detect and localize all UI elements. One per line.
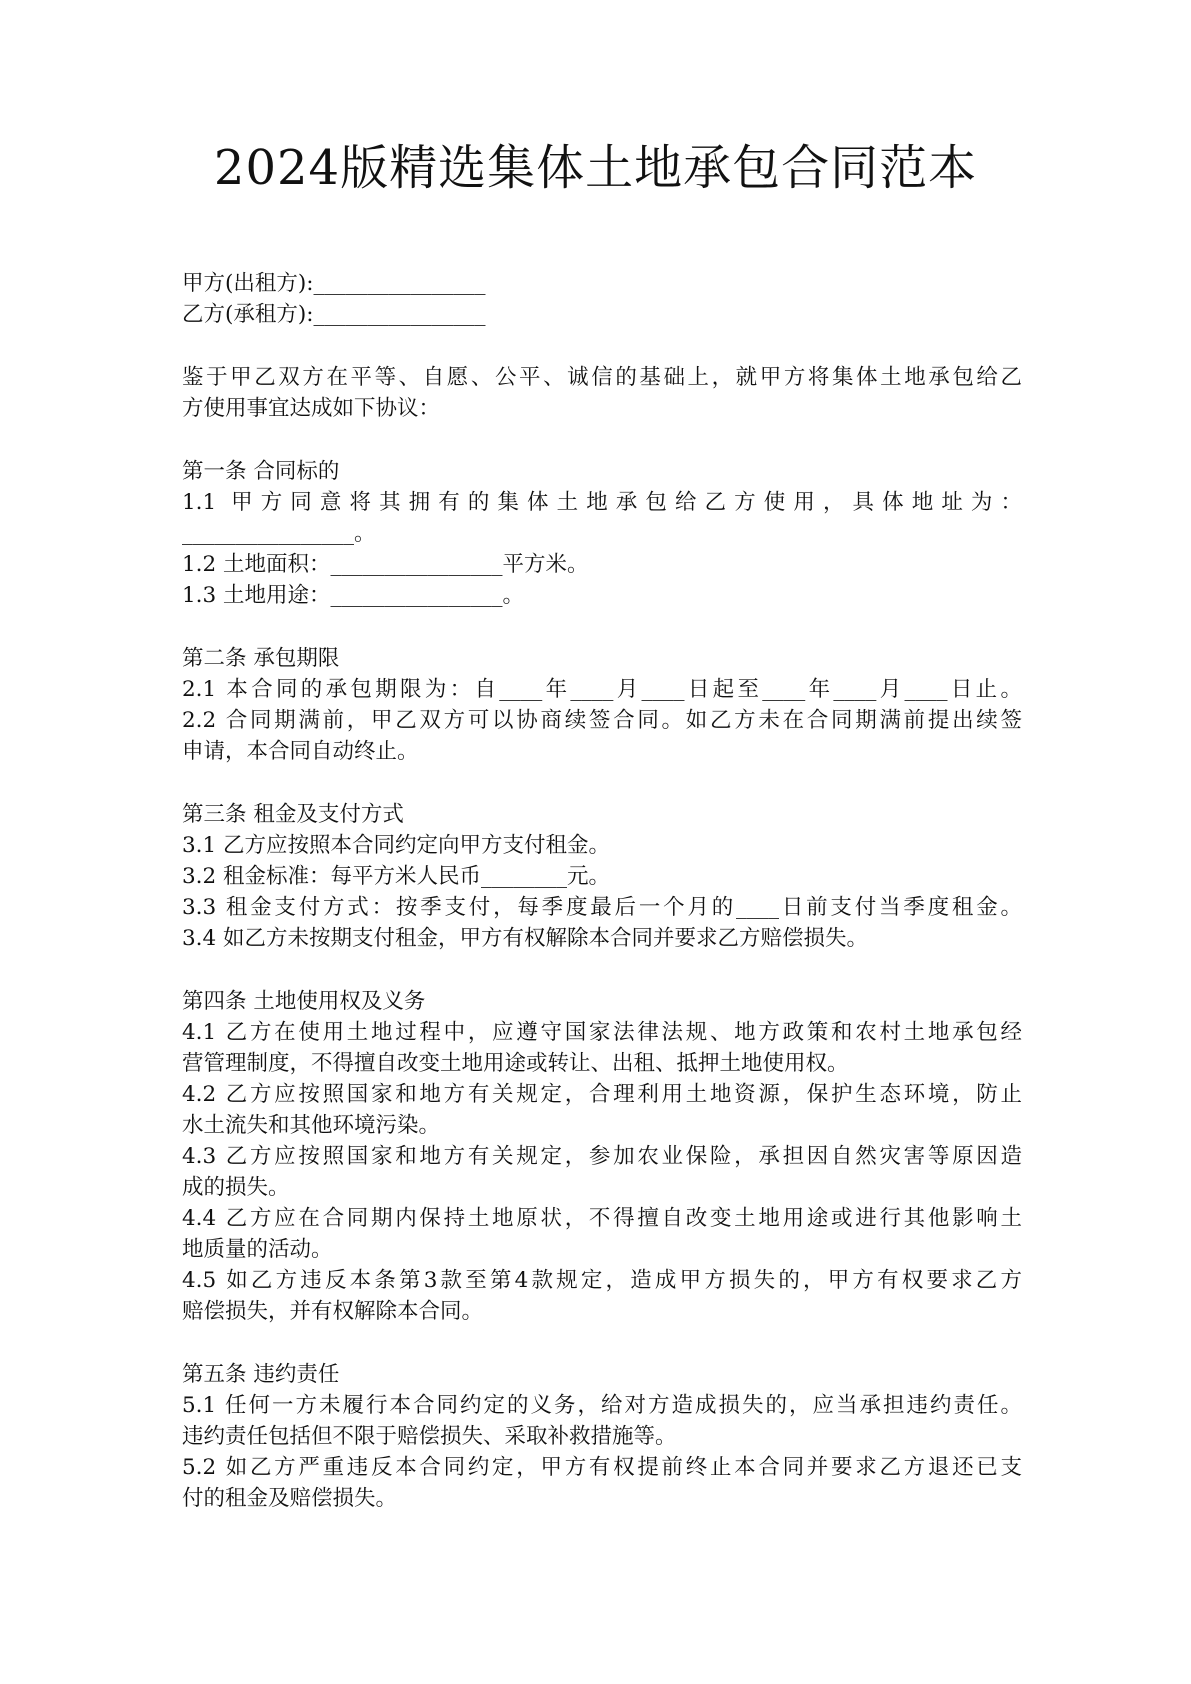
article-3-clause-2: 3.2 租金标准：每平方米人民币________元。 xyxy=(182,864,611,889)
party-a-line: 甲方(出租方):________________ xyxy=(182,271,486,296)
article-1-clause-1-line-2: ________________。 xyxy=(182,521,376,546)
article-3-heading: 第三条 租金及支付方式 xyxy=(182,802,404,827)
article-1-clause-1-line-1: 1.1 甲方同意将其拥有的集体土地承包给乙方使用，具体地址为： xyxy=(182,490,1022,515)
article-4-clause-4-line-2: 地质量的活动。 xyxy=(182,1237,333,1262)
article-1-heading: 第一条 合同标的 xyxy=(182,459,340,484)
article-4-clause-4-line-1: 4.4 乙方应在合同期内保持土地原状，不得擅自改变土地用途或进行其他影响土 xyxy=(182,1206,1022,1231)
article-2-heading: 第二条 承包期限 xyxy=(182,646,340,671)
article-1-clause-3: 1.3 土地用途：________________。 xyxy=(182,583,525,608)
article-5-clause-2-line-1: 5.2 如乙方严重违反本合同约定，甲方有权提前终止本合同并要求乙方退还已支 xyxy=(182,1455,1022,1480)
article-4-clause-3-line-1: 4.3 乙方应按照国家和地方有关规定，参加农业保险，承担因自然灾害等原因造 xyxy=(182,1144,1022,1169)
article-4-clause-2-line-2: 水土流失和其他环境污染。 xyxy=(182,1113,441,1138)
document-title: 2024版精选集体土地承包合同范本 xyxy=(213,140,978,196)
article-3-clause-4: 3.4 如乙方未按期支付租金，甲方有权解除本合同并要求乙方赔偿损失。 xyxy=(182,926,869,951)
party-b-line: 乙方(承租方):________________ xyxy=(182,302,486,327)
document-body xyxy=(182,268,1022,1514)
article-3-clause-3: 3.3 租金支付方式：按季支付，每季度最后一个月的____日前支付当季度租金。 xyxy=(182,895,1022,920)
article-4-heading: 第四条 土地使用权及义务 xyxy=(182,989,426,1014)
article-2-clause-2-line-1: 2.2 合同期满前，甲乙双方可以协商续签合同。如乙方未在合同期满前提出续签 xyxy=(182,708,1022,733)
article-5-heading: 第五条 违约责任 xyxy=(182,1362,340,1387)
article-4-clause-3-line-2: 成的损失。 xyxy=(182,1175,290,1200)
article-4-clause-5-line-2: 赔偿损失，并有权解除本合同。 xyxy=(182,1299,484,1324)
article-2-clause-1: 2.1 本合同的承包期限为：自____年____月____日起至____年____月____日止。 xyxy=(182,677,1022,702)
article-3-clause-1: 3.1 乙方应按照本合同约定向甲方支付租金。 xyxy=(182,833,611,858)
preamble-line-1: 鉴于甲乙双方在平等、自愿、公平、诚信的基础上，就甲方将集体土地承包给乙 xyxy=(182,365,1022,390)
article-5-clause-2-line-2: 付的租金及赔偿损失。 xyxy=(182,1486,398,1511)
article-4-clause-1-line-1: 4.1 乙方在使用土地过程中，应遵守国家法律法规、地方政策和农村土地承包经 xyxy=(182,1020,1022,1045)
preamble-line-2: 方使用事宜达成如下协议： xyxy=(182,396,441,421)
article-1-clause-2: 1.2 土地面积：________________平方米。 xyxy=(182,552,589,577)
article-5-clause-1-line-2: 违约责任包括但不限于赔偿损失、采取补救措施等。 xyxy=(182,1424,677,1449)
article-2-clause-2-line-2: 申请，本合同自动终止。 xyxy=(182,739,419,764)
article-5-clause-1-line-1: 5.1 任何一方未履行本合同约定的义务，给对方造成损失的，应当承担违约责任。 xyxy=(182,1393,1022,1418)
article-4-clause-2-line-1: 4.2 乙方应按照国家和地方有关规定，合理利用土地资源，保护生态环境，防止 xyxy=(182,1082,1022,1107)
article-4-clause-5-line-1: 4.5 如乙方违反本条第3款至第4款规定，造成甲方损失的，甲方有权要求乙方 xyxy=(182,1268,1022,1293)
article-4-clause-1-line-2: 营管理制度，不得擅自改变土地用途或转让、出租、抵押土地使用权。 xyxy=(182,1051,849,1076)
